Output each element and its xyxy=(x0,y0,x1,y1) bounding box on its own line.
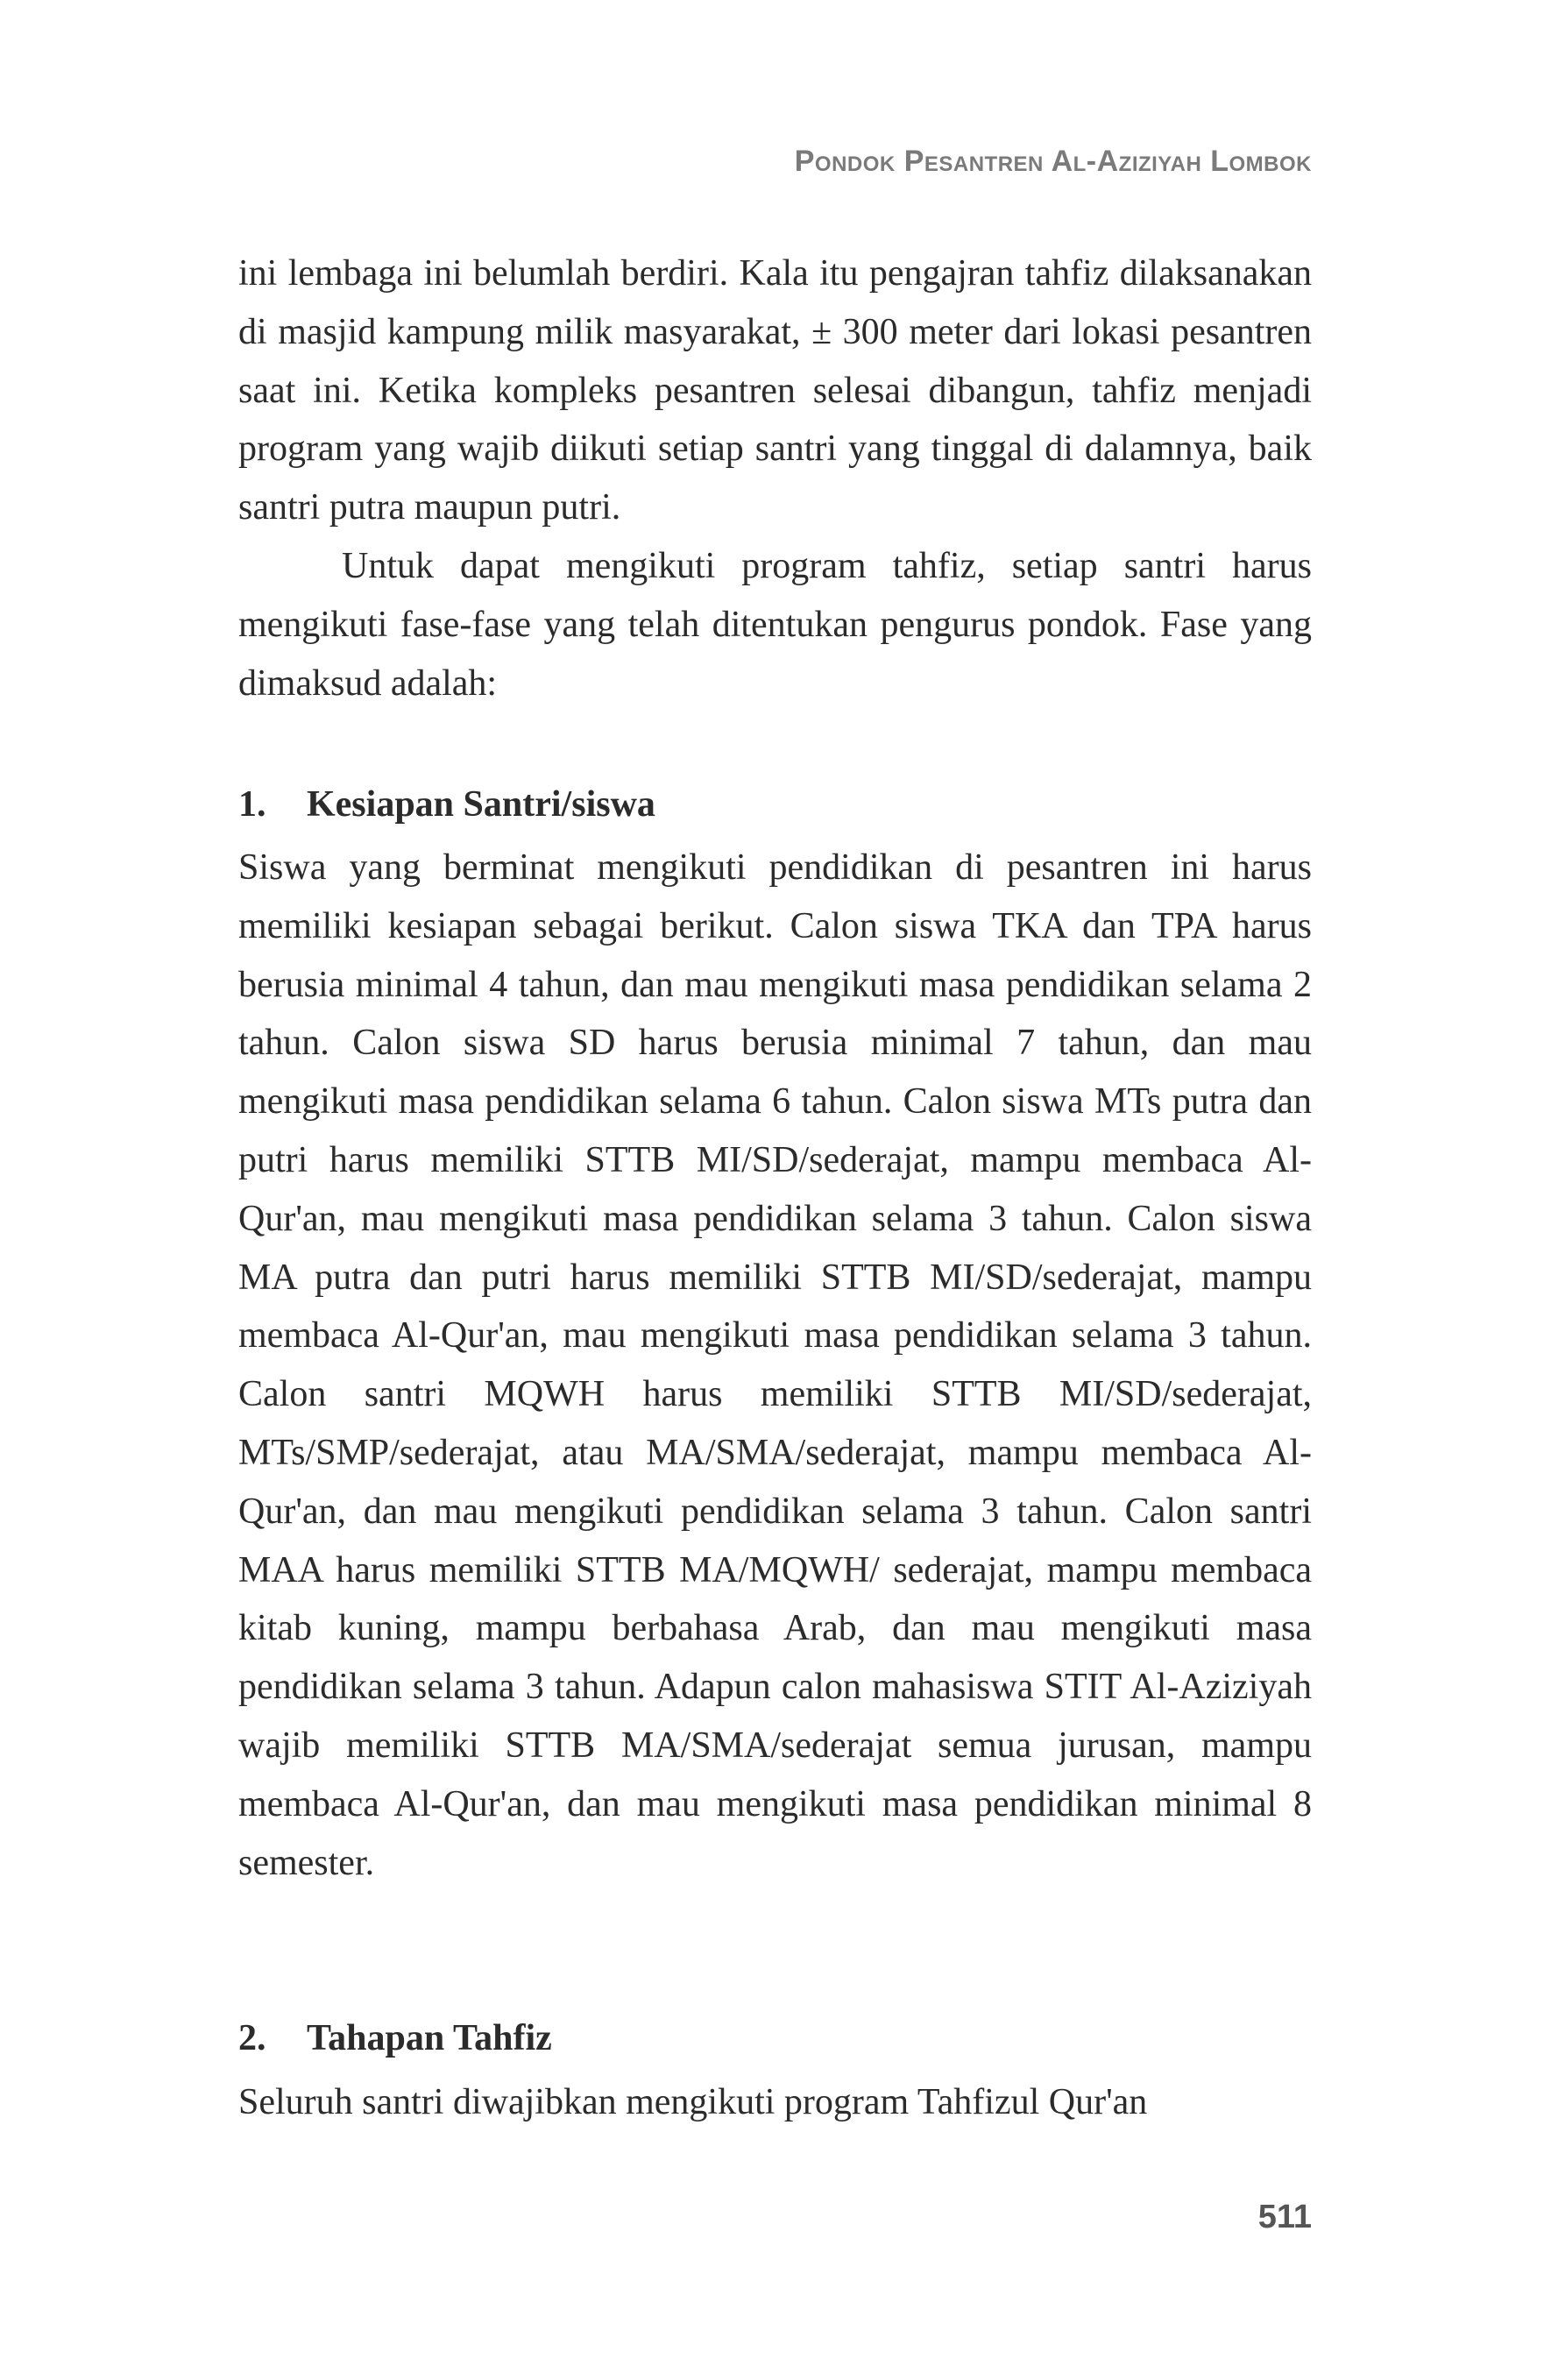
section-body xyxy=(238,839,1312,1892)
paragraph: ini lembaga ini belumlah berdiri. Kala itu pengajran tahfiz dilaksanakan di masjid kampung milik masyarakat, ± 300 meter dari lokasi pesantren saat ini. Ketika kompleks pesantren selesai dibangun, tahfiz menjadi program yang wajib diikuti setiap santri yang tinggal di dalamnya, baik santri putra maupun putri. xyxy=(238,253,1312,528)
section-heading xyxy=(238,2009,1312,2067)
paragraph: Siswa yang berminat mengikuti pendidikan di pesantren ini harus memiliki kesiapan sebagai berikut. Calon siswa TKA dan TPA harus berusia minimal 4 tahun, dan mau mengikuti masa pendidikan selama 2 tahun. Calon siswa SD harus berusia minimal 7 tahun, dan mau mengikuti masa pendidikan selama 6 tahun. Calon siswa MTs putra dan putri harus memiliki STTB MI/SD/sederajat, mampu membaca Al-Qur'an, mau mengikuti masa pendidikan selama 3 tahun. Calon siswa MA putra dan putri harus memiliki STTB MI/SD/sederajat, mampu membaca Al-Qur'an, mau mengikuti masa pendidikan selama 3 tahun. Calon santri MQWH harus memiliki STTB MI/SD/sederajat, MTs/SMP/sederajat, atau MA/SMA/sederajat, mampu membaca Al-Qur'an, dan mau mengikuti pendidikan selama 3 tahun. Calon santri MAA harus memiliki STTB MA/MQWH/ sederajat, mampu membaca kitab kuning, mampu berbahasa Arab, dan mau mengikuti masa pendidikan selama 3 tahun. Adapun calon mahasiswa STIT Al-Aziziyah wajib memiliki STTB MA/SMA/sederajat semua jurusan, mampu membaca Al-Qur'an, dan mau mengikuti masa pendidikan minimal 8 semester. xyxy=(238,847,1312,1883)
section-title: Kesiapan Santri/siswa xyxy=(307,784,655,825)
section-number: 2. xyxy=(238,2018,266,2058)
paragraph: Untuk dapat mengikuti program tahfiz, setiap santri harus mengikuti fase-fase yang telah ditentukan pengurus pondok. Fase yang dimaksud adalah: xyxy=(238,545,1312,704)
intro-text xyxy=(238,244,1312,712)
section-heading xyxy=(238,776,1312,833)
paragraph: Seluruh santri diwajibkan mengikuti program Tahfizul Qur'an xyxy=(238,2082,1148,2122)
section-number: 1. xyxy=(238,784,266,825)
running-head: Pondok Pesantren Al-Aziziyah Lombok xyxy=(794,145,1312,178)
page-number: 511 xyxy=(1257,2199,1312,2235)
section-body xyxy=(238,2073,1312,2132)
section-title: Tahapan Tahfiz xyxy=(307,2018,552,2058)
